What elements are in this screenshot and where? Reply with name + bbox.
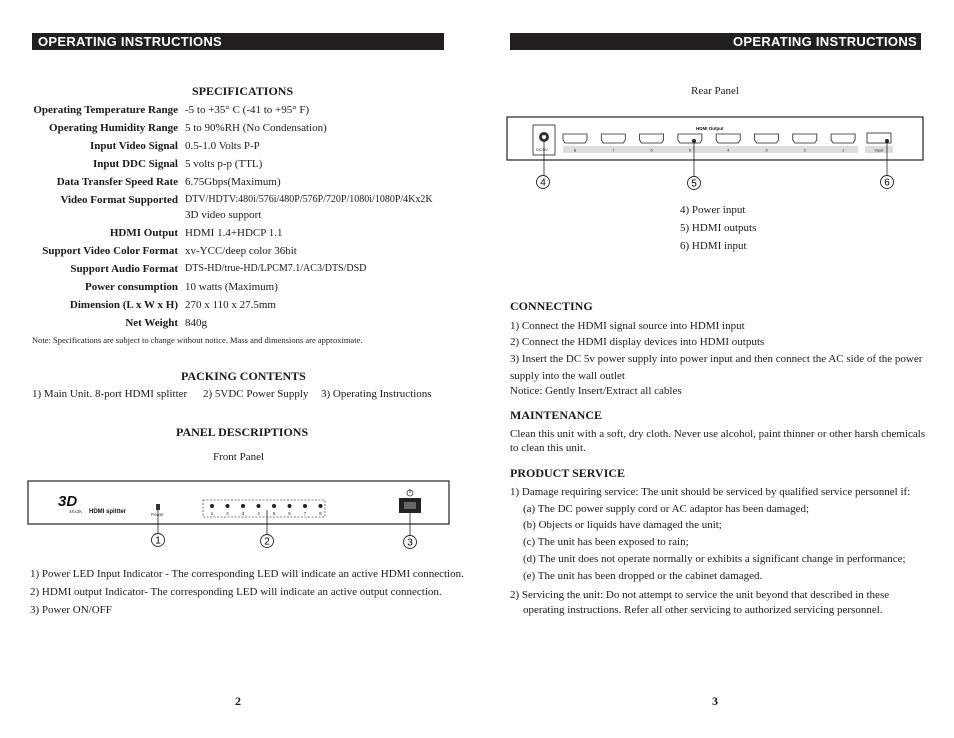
callout-2-label: 2: [264, 536, 270, 548]
callout-4-label: 4: [540, 177, 546, 189]
connecting-notice: Notice: Gently Insert/Extract all cables: [510, 385, 682, 397]
hdmi-output-number: 8: [573, 147, 577, 153]
output-led-number: 7: [303, 511, 307, 516]
hdmi-output-port: [678, 134, 702, 143]
connecting-line: 1) Connect the HDMI signal source into HDMI input: [510, 320, 745, 332]
spec-label: HDMI Output: [109, 227, 178, 239]
output-led-number: 6: [288, 511, 291, 516]
front-panel-label: Front Panel: [213, 451, 265, 463]
spec-label: Support Audio Format: [70, 263, 178, 275]
power-led-label: Power: [151, 512, 164, 517]
page-number-left: 2: [235, 694, 241, 708]
output-led-icon: [241, 504, 245, 508]
spec-value: 5 to 90%RH (No Condensation): [185, 122, 327, 134]
panel-descriptions-heading: PANEL DESCRIPTIONS: [176, 425, 309, 439]
spec-value: 10 watts (Maximum): [185, 281, 278, 293]
power-switch-rocker: [404, 502, 416, 509]
rear-desc-item: 4) Power input: [680, 204, 746, 216]
spec-label: Power consumption: [85, 281, 178, 293]
hdmi-output-port: [793, 134, 817, 143]
model-label: HDMI splitter: [89, 509, 127, 515]
hdmi-output-number: 4: [727, 147, 730, 153]
front-desc-item: 3) Power ON/OFF: [30, 604, 112, 616]
hdmi-output-number: 6: [650, 147, 653, 153]
rear-desc-item: 6) HDMI input: [680, 240, 747, 252]
hdmi-output-port: [831, 134, 855, 143]
dc-label: DC/5V: [536, 147, 548, 152]
hdmi-output-port: [563, 134, 587, 143]
output-led-icon: [319, 504, 323, 508]
product-service-heading: PRODUCT SERVICE: [510, 466, 626, 480]
hdmi-output-port: [601, 134, 625, 143]
rear-panel-label: Rear Panel: [691, 85, 739, 97]
packing-item: 1) Main Unit. 8-port HDMI splitter: [32, 388, 188, 400]
spec-value: 0.5-1.0 Volts P-P: [185, 140, 260, 152]
output-led-icon: [288, 504, 292, 508]
callout-3-label: 3: [407, 537, 413, 549]
packing-item: 2) 5VDC Power Supply: [203, 388, 309, 400]
output-led-number: 8: [319, 511, 322, 516]
header-bar-left: OPERATING INSTRUCTIONS: [32, 33, 444, 50]
logo-4kx2k: 4Kx2K: [69, 509, 83, 514]
rear-desc-item: 5) HDMI outputs: [680, 222, 757, 234]
service-item: (a) The DC power supply cord or AC adaptor has been damaged;: [523, 503, 810, 515]
spec-value: 270 x 110 x 27.5mm: [185, 299, 276, 311]
specifications-note: Note: Specifications are subject to change without notice. Mass and dimensions are approximate.: [32, 335, 363, 345]
spec-value: 6.75Gbps(Maximum): [185, 176, 281, 188]
service-item: (e) The unit has been dropped or the cabinet damaged.: [523, 570, 763, 582]
spec-value: 5 volts p-p (TTL): [185, 158, 263, 170]
output-led-number: 5: [272, 511, 276, 516]
hdmi-output-number: 3: [765, 147, 768, 153]
spec-label: Operating Humidity Range: [49, 122, 178, 134]
spec-label: Input DDC Signal: [93, 158, 178, 170]
spec-label: Operating Temperature Range: [33, 104, 178, 116]
output-led-icon: [226, 504, 230, 508]
spec-label: Net Weight: [125, 317, 178, 329]
output-led-number: 3: [241, 511, 245, 516]
hdmi-output-label: HDMI Output: [696, 126, 724, 131]
spec-value: DTV/HDTV:480i/576i/480P/576P/720P/1080i/1080P/4Kx2K: [185, 194, 433, 205]
header-bar-right: OPERATING INSTRUCTIONS: [510, 33, 921, 50]
hdmi-output-port: [640, 134, 664, 143]
logo-3d: 3D: [58, 493, 78, 510]
service-line: 1) Damage requiring service: The unit should be serviced by qualified service personnel if:: [510, 486, 911, 498]
hdmi-output-number: 1: [841, 147, 845, 153]
spec-value: xv-YCC/deep color 36bit: [185, 245, 297, 257]
output-led-icon: [210, 504, 214, 508]
service-line: 2) Servicing the unit: Do not attempt to service the unit beyond that described in these: [510, 589, 890, 601]
rear-panel-diagram: [505, 115, 927, 193]
maintenance-heading: MAINTENANCE: [510, 408, 603, 422]
service-item: (c) The unit has been exposed to rain;: [523, 536, 689, 548]
spec-label: Data Transfer Speed Rate: [56, 176, 178, 188]
spec-label: Support Video Color Format: [42, 245, 178, 257]
spec-label: Dimension (L x W x H): [69, 299, 178, 311]
service-item: (b) Objects or liquids have damaged the unit;: [523, 519, 722, 531]
spec-value: -5 to +35° C (-41 to +95° F): [185, 104, 310, 116]
specifications-heading: SPECIFICATIONS: [192, 84, 294, 98]
hdmi-output-number: 2: [803, 147, 806, 153]
callout-6-label: 6: [884, 177, 890, 189]
spec-value: 840g: [185, 317, 207, 329]
packing-contents-heading: PACKING CONTENTS: [181, 369, 306, 383]
output-led-number: 1: [210, 511, 214, 516]
maintenance-line: Clean this unit with a soft, dry cloth. Never use alcohol, paint thinner or other harsh chemicals: [510, 428, 926, 440]
spec-value: DTS-HD/true-HD/LPCM7.1/AC3/DTS/DSD: [185, 263, 367, 274]
maintenance-line: to clean this unit.: [510, 442, 586, 454]
hdmi-output-port: [716, 134, 740, 143]
hdmi-output-number: 7: [612, 147, 615, 153]
connecting-heading: CONNECTING: [510, 299, 593, 313]
service-item: (d) The unit does not operate normally or exhibits a significant change in performance;: [523, 553, 906, 565]
output-led-number: 4: [257, 511, 260, 516]
output-label-strip: [563, 146, 858, 153]
output-led-icon: [303, 504, 307, 508]
page-number-right: 3: [712, 694, 718, 708]
service-line: operating instructions. Refer all other servicing to authorized servicing personnel.: [523, 604, 883, 616]
spec-value: HDMI 1.4+HDCP 1.1: [185, 227, 283, 239]
output-led-icon: [257, 504, 261, 508]
callout-1-label: 1: [155, 535, 161, 547]
output-led-icon: [272, 504, 276, 508]
power-led-icon: [156, 504, 160, 510]
connecting-line: 3) Insert the DC 5v power supply into power input and then connect the AC side of the power: [510, 353, 923, 365]
spec-label: Input Video Signal: [89, 140, 178, 152]
callout-5-label: 5: [691, 178, 697, 190]
hdmi-output-port: [755, 134, 779, 143]
connecting-line: 2) Connect the HDMI display devices into HDMI outputs: [510, 336, 765, 348]
front-desc-item: 2) HDMI output Indicator- The corresponding LED will indicate an active output connection.: [30, 586, 442, 598]
hdmi-output-number: 5: [688, 147, 692, 153]
front-panel-diagram: [27, 480, 452, 552]
output-led-number: 2: [226, 511, 229, 516]
front-desc-item: 1) Power LED Input Indicator - The corresponding LED will indicate an active HDMI connection.: [30, 568, 464, 580]
input-label: Input: [874, 147, 884, 153]
spec-value: 3D video support: [185, 209, 262, 221]
spec-label: Video Format Supported: [60, 194, 178, 206]
packing-item: 3) Operating Instructions: [321, 388, 432, 400]
connecting-line: supply into the wall outlet: [510, 370, 625, 382]
